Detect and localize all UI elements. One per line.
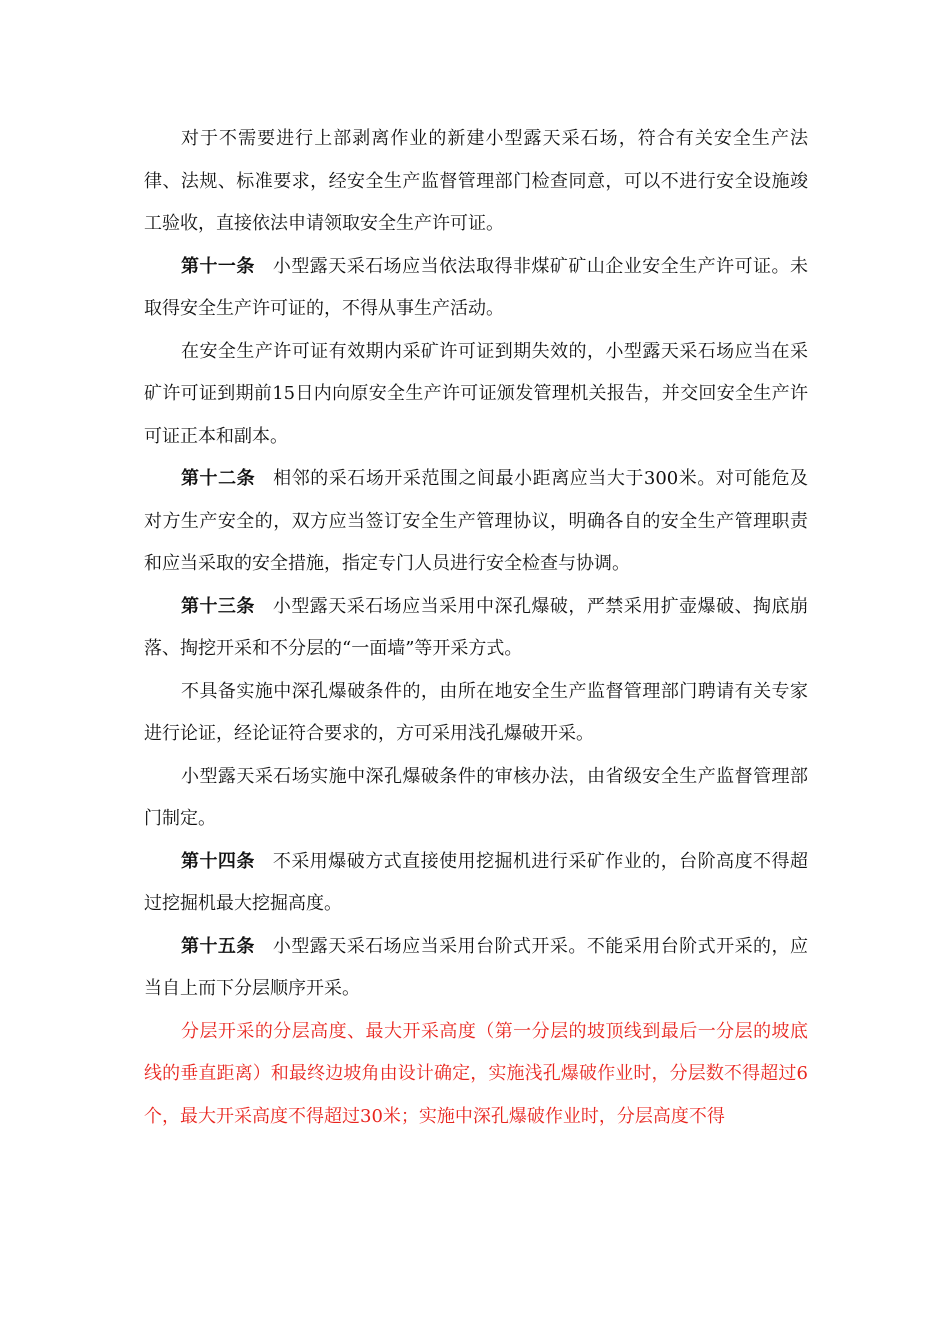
paragraph-7-text: 小型露天采石场实施中深孔爆破条件的审核办法，由省级安全生产监督管理部门制定。 — [144, 765, 808, 829]
paragraph-4 — [144, 458, 808, 586]
document-body — [144, 118, 808, 1138]
article-heading-15: 第十五条 — [181, 935, 255, 957]
article-heading-12: 第十二条 — [181, 468, 256, 489]
paragraph-10-text: 分层开采的分层高度、最大开采高度（第一分层的坡顶线到最后一分层的坡底线的垂直距离）和最终边坡角由设计确定，实施浅孔爆破作业时，分层数不得超过6个，最大开采高度不得超过30米；实施中深孔爆破作业时，分层高度不得 — [144, 1020, 808, 1127]
paragraph-1-text: 对于不需要进行上部剥离作业的新建小型露天采石场，符合有关安全生产法律、法规、标准要求，经安全生产监督管理部门检查同意，可以不进行安全设施竣工验收，直接依法申请领取安全生产许可证。 — [144, 128, 808, 234]
article-heading-14: 第十四条 — [181, 850, 255, 872]
paragraph-5 — [144, 586, 808, 671]
paragraph-7 — [144, 756, 808, 841]
paragraph-5-text: 小型露天采石场应当采用中深孔爆破，严禁采用扩壶爆破、掏底崩落、掏挖开采和不分层的“一面墙”等开采方式。 — [144, 595, 808, 659]
paragraph-9 — [144, 926, 808, 1011]
paragraph-6-text: 不具备实施中深孔爆破条件的，由所在地安全生产监督管理部门聘请有关专家进行论证，经论证符合要求的，方可采用浅孔爆破开采。 — [144, 680, 808, 744]
paragraph-3 — [144, 331, 808, 459]
article-heading-13: 第十三条 — [181, 595, 255, 617]
paragraph-2-text: 小型露天采石场应当依法取得非煤矿矿山企业安全生产许可证。未取得安全生产许可证的，不得从事生产活动。 — [144, 255, 808, 319]
paragraph-10-highlighted — [144, 1011, 808, 1139]
paragraph-9-text: 小型露天采石场应当采用台阶式开采。不能采用台阶式开采的，应当自上而下分层顺序开采。 — [144, 935, 808, 999]
paragraph-3-text: 在安全生产许可证有效期内采矿许可证到期失效的，小型露天采石场应当在采矿许可证到期前15日内向原安全生产许可证颁发管理机关报告，并交回安全生产许可证正本和副本。 — [144, 340, 808, 447]
paragraph-1 — [144, 118, 808, 246]
paragraph-8 — [144, 841, 808, 926]
paragraph-4-text: 相邻的采石场开采范围之间最小距离应当大于300米。对可能危及对方生产安全的，双方应当签订安全生产管理协议，明确各自的安全生产管理职责和应当采取的安全措施，指定专门人员进行安全检查与协调。 — [144, 468, 809, 574]
paragraph-6 — [144, 671, 808, 756]
paragraph-8-text: 不采用爆破方式直接使用挖掘机进行采矿作业的，台阶高度不得超过挖掘机最大挖掘高度。 — [144, 850, 808, 914]
paragraph-2 — [144, 246, 808, 331]
article-heading-11: 第十一条 — [181, 255, 255, 277]
